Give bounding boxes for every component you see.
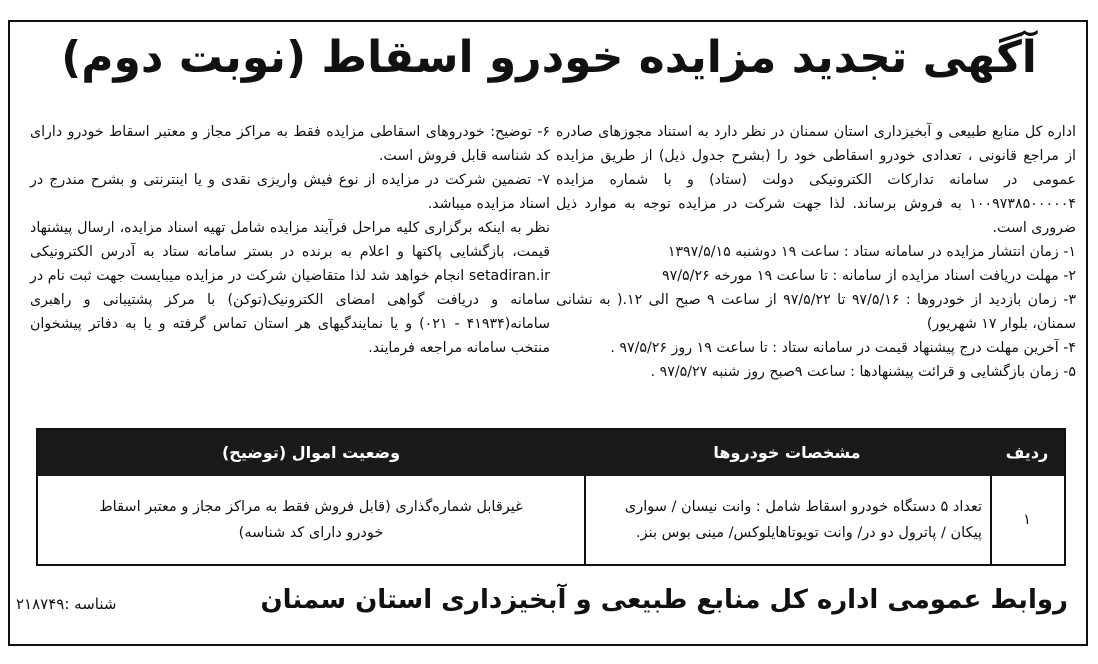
row-number-cell: ۱	[1023, 512, 1031, 528]
item-4: ۴- آخرین مهلت درج پیشنهاد قیمت در سامانه ستاد : تا ساعت ۱۹ روز ۹۷/۵/۲۶ .	[610, 340, 1076, 356]
item-7: ۷- تضمین شرکت در مزایده از نوع فیش واریزی نقدی و یا اینترنتی و بشرح مندرج در اسناد مزایده میباشد.	[30, 172, 550, 212]
header-specs: مشخصات خودروها	[713, 443, 861, 462]
item-6: ۶- توضیح: خودروهای اسقاطی مزایده فقط به مراکز مجاز و معتبر اسقاط خودرو دارای کد شناسه قابل فروش است.	[30, 124, 550, 164]
intro-paragraph: اداره کل منابع طبیعی و آبخیزداری استان سمنان در نظر دارد به استناد مجوزهای صادره از مراجع قانونی ، تعدادی خودرو اسقاطی خود را (بشرح جدول ذیل) از طریق مزایده عمومی در سامانه تدارکات الکترونیکی دولت (ستاد) و با شماره مزایده ۱۰۰۹۷۳۸۵۰۰۰۰۰۴ به فروش برساند. لذا جهت شرکت در مزایده توجه به موارد ذیل ضروری است.	[556, 124, 1076, 236]
specs-cell: تعداد ۵ دستگاه خودرو اسقاط شامل : وانت نیسان / سواری پیکان / پاترول دو در/ وانت تویوتاهایلوکس/ مینی بوس بنز.	[624, 499, 982, 541]
table-header	[38, 430, 1064, 476]
header-status: وضعیت اموال (توضیح)	[221, 443, 401, 462]
status-cell: غیرقابل شماره‌گذاری (قابل فروش فقط به مراکز مجاز و معتبر اسقاط خودرو دارای کد شناسه)	[99, 499, 523, 541]
item-5: ۵- زمان بازگشایی و قرائت پیشنهادها : ساعت ۹صبح روز شنبه ۹۷/۵/۲۷ .	[650, 364, 1076, 380]
item-2: ۲- مهلت دریافت اسناد مزایده از سامانه : تا ساعت ۱۹ مورخه ۹۷/۵/۲۶	[662, 268, 1076, 284]
closing-paragraph: نظر به اینکه برگزاری کلیه مراحل فرآیند مزایده شامل تهیه اسناد مزایده، ارسال پیشنهاد قیمت، بازگشایی پاکتها و اعلام به برنده در بستر سامانه ستاد به آدرس الکترونیکی setadiran.ir انجام خواهد شد لذا متقاضیان شرکت در مزایده میبایست جهت ثبت نام در سامانه و دریافت گواهی امضای الکترونیک(توکن) با مرکز پشتیبانی و راهبری سامانه(۴۱۹۳۴ - ۰۲۱) و یا نمایندگیهای هر استان تماس گرفته و یا به دفاتر پیشخوان منتخب سامانه مراجعه فرمایند.	[30, 220, 550, 356]
table-row	[38, 476, 1064, 564]
header-row-number: ردیف	[1005, 443, 1049, 462]
publisher-signature: روابط عمومی اداره کل منابع طبیعی و آبخیزداری استان سمنان	[260, 585, 1068, 615]
vehicles-table	[36, 428, 1066, 566]
item-1: ۱- زمان انتشار مزایده در سامانه ستاد : ساعت ۱۹ دوشنبه ۱۳۹۷/۵/۱۵	[667, 244, 1076, 260]
notice-title: آگهی تجدید مزایده خودرو اسقاط (نوبت دوم)	[61, 32, 1037, 83]
left-column	[30, 120, 550, 360]
notice-id: شناسه :۲۱۸۷۴۹	[16, 595, 117, 613]
right-column	[556, 120, 1076, 384]
item-3: ۳- زمان بازدید از خودروها : ۹۷/۵/۱۶ تا ۹۷/۵/۲۲ از ساعت ۹ صبح الی ۱۲.( به نشانی سمنان، بلوار ۱۷ شهریور)	[556, 292, 1076, 332]
